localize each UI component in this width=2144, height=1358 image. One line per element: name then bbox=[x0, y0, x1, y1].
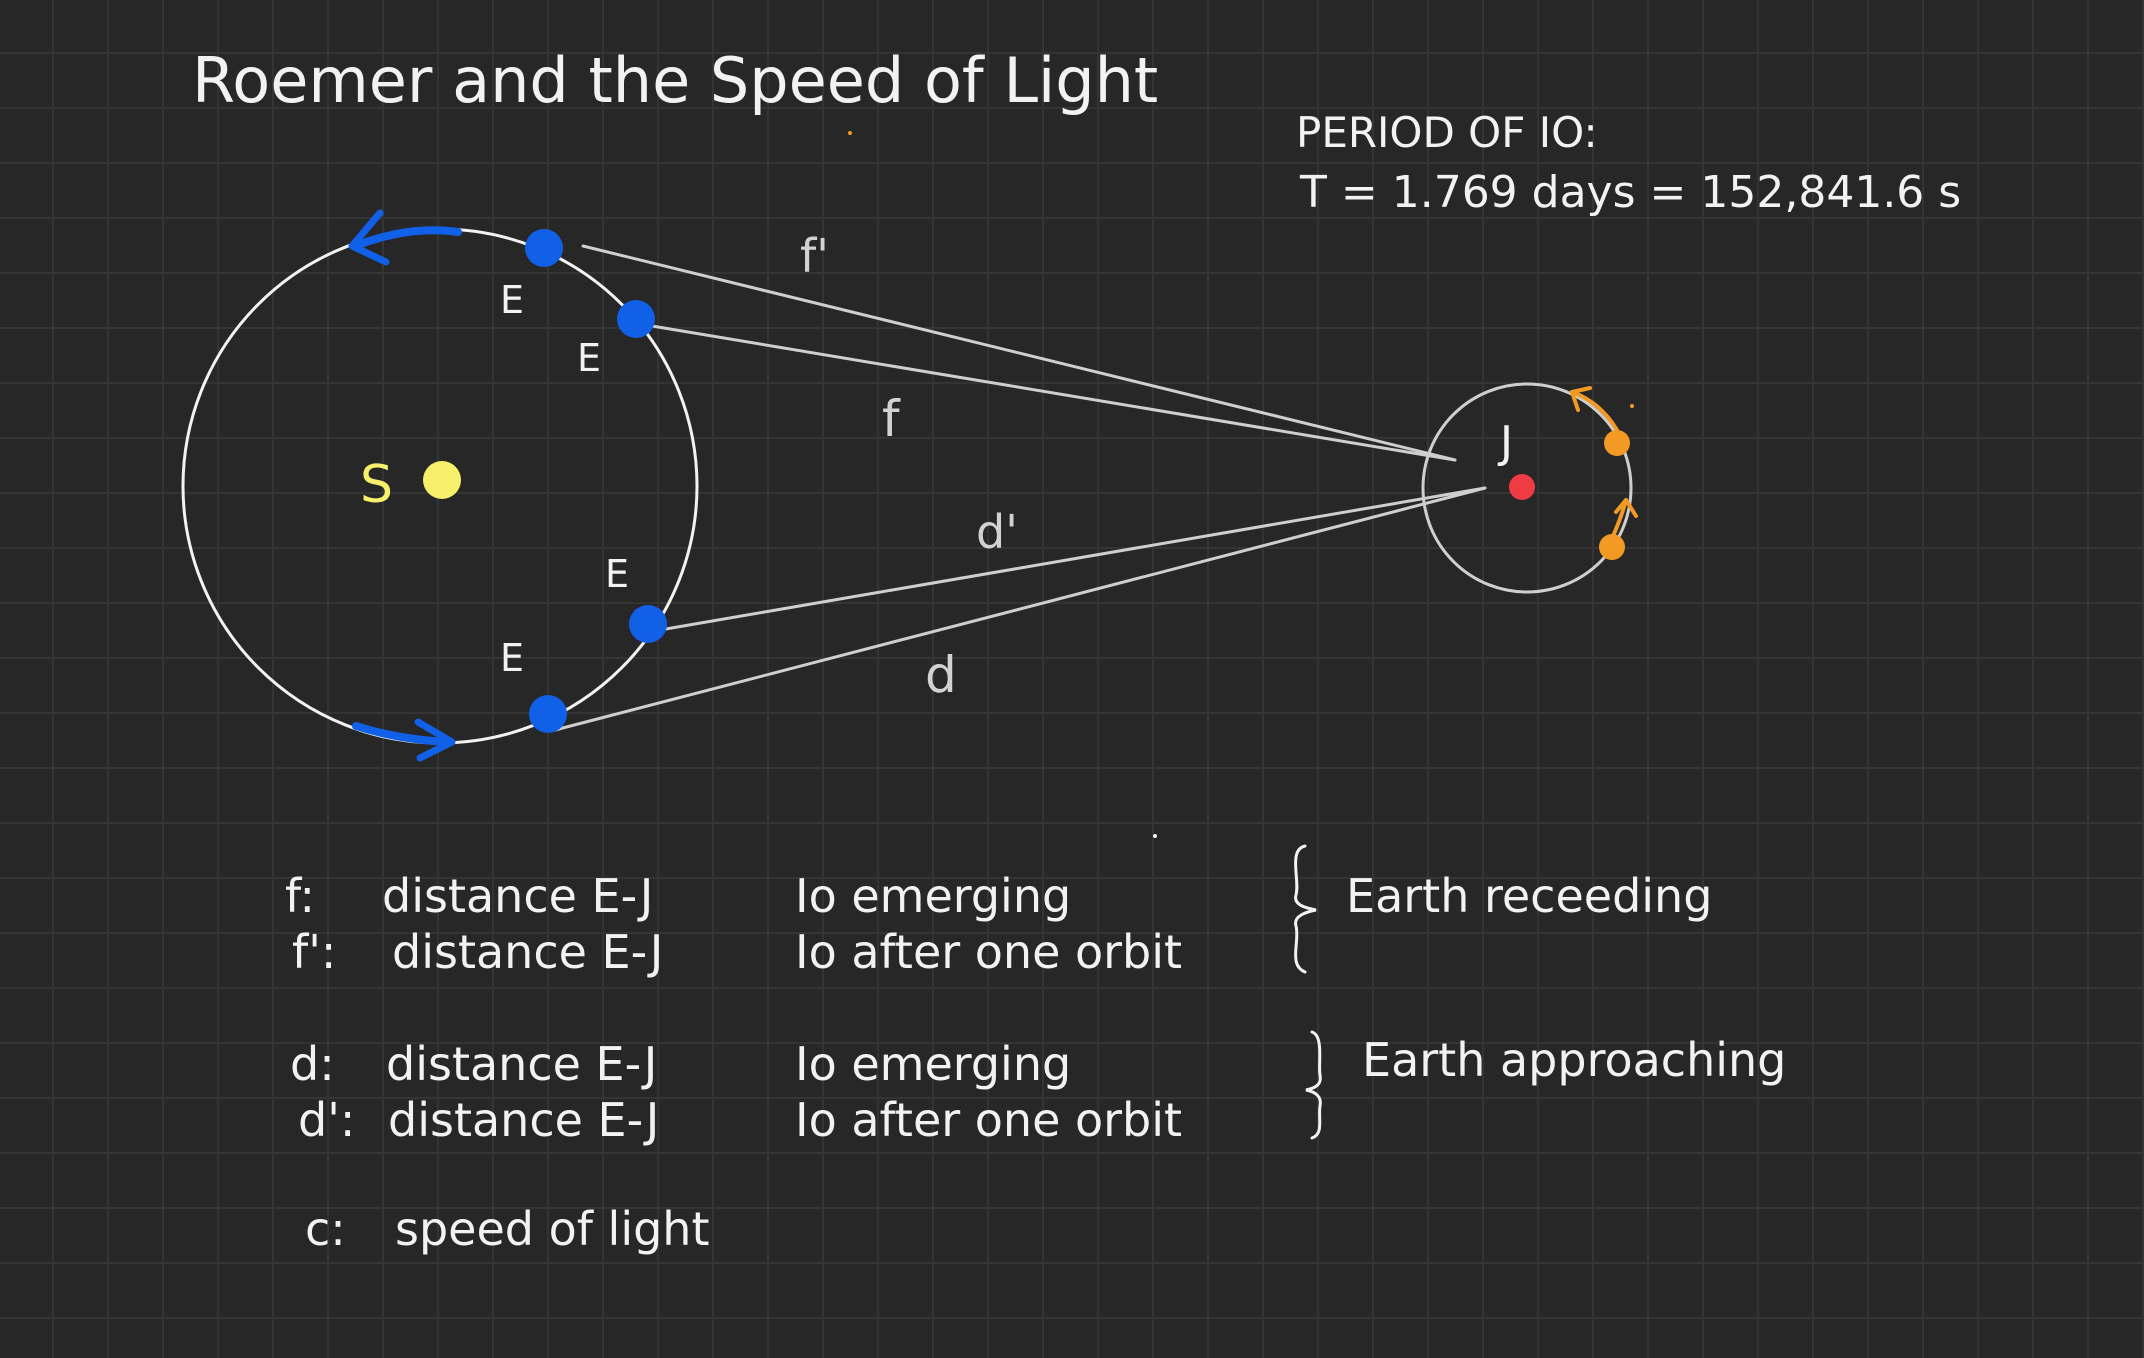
legend-symbol-f-prime: f': bbox=[292, 925, 337, 979]
earth-label-2: E bbox=[577, 336, 602, 380]
earth-position-1 bbox=[525, 229, 563, 267]
label-f-prime: f' bbox=[800, 229, 829, 283]
line-f bbox=[652, 326, 1455, 460]
orbit-arrow-bottom-icon bbox=[356, 722, 452, 758]
legend-event-d-prime: Io after one orbit bbox=[795, 1093, 1183, 1147]
brace-receding-icon bbox=[1296, 846, 1316, 972]
earth-position-2 bbox=[617, 300, 655, 338]
earth-position-4 bbox=[529, 695, 567, 733]
group-approaching: Earth approaching bbox=[1362, 1033, 1787, 1087]
earth-label-4: E bbox=[500, 636, 525, 680]
jupiter bbox=[1509, 474, 1535, 500]
c-symbol: c: bbox=[305, 1202, 346, 1256]
earth-label-1: E bbox=[500, 278, 525, 322]
earth-position-3 bbox=[629, 605, 667, 643]
stray-mark bbox=[1153, 834, 1157, 838]
period-formula: T = 1.769 days = 152,841.6 s bbox=[1300, 167, 1962, 218]
legend-event-f-prime: Io after one orbit bbox=[795, 925, 1183, 979]
page-title: Roemer and the Speed of Light bbox=[192, 44, 1159, 117]
legend bbox=[285, 846, 1786, 1256]
label-f: f bbox=[882, 390, 900, 448]
stray-mark bbox=[848, 131, 852, 135]
legend-symbol-d-prime: d': bbox=[298, 1093, 356, 1147]
sun-label: S bbox=[360, 455, 394, 515]
legend-symbol-f: f: bbox=[285, 869, 316, 923]
c-text: speed of light bbox=[395, 1202, 710, 1256]
brace-approaching-icon bbox=[1306, 1032, 1320, 1138]
line-f-prime bbox=[583, 246, 1455, 460]
stray-mark bbox=[1630, 404, 1634, 408]
legend-event-d: Io emerging bbox=[795, 1037, 1072, 1091]
jupiter-label: J bbox=[1500, 417, 1513, 468]
earth-label-3: E bbox=[605, 552, 630, 596]
orbit-arrow-top-icon bbox=[352, 213, 458, 262]
legend-text-f: distance E-J bbox=[382, 869, 654, 923]
label-d: d bbox=[925, 646, 957, 704]
io-position-1 bbox=[1604, 430, 1630, 456]
legend-text-d-prime: distance E-J bbox=[388, 1093, 660, 1147]
legend-event-f: Io emerging bbox=[795, 869, 1072, 923]
period-heading: PERIOD OF IO: bbox=[1296, 108, 1598, 157]
legend-symbol-d: d: bbox=[290, 1037, 335, 1091]
group-receding: Earth receeding bbox=[1346, 869, 1713, 923]
sun bbox=[423, 461, 461, 499]
label-d-prime: d' bbox=[976, 505, 1018, 559]
legend-text-d: distance E-J bbox=[386, 1037, 658, 1091]
line-d-prime bbox=[660, 488, 1485, 630]
sight-lines bbox=[555, 246, 1485, 730]
legend-text-f-prime: distance E-J bbox=[392, 925, 664, 979]
io-arrow-lower-icon bbox=[1614, 500, 1636, 534]
io-position-2 bbox=[1599, 534, 1625, 560]
